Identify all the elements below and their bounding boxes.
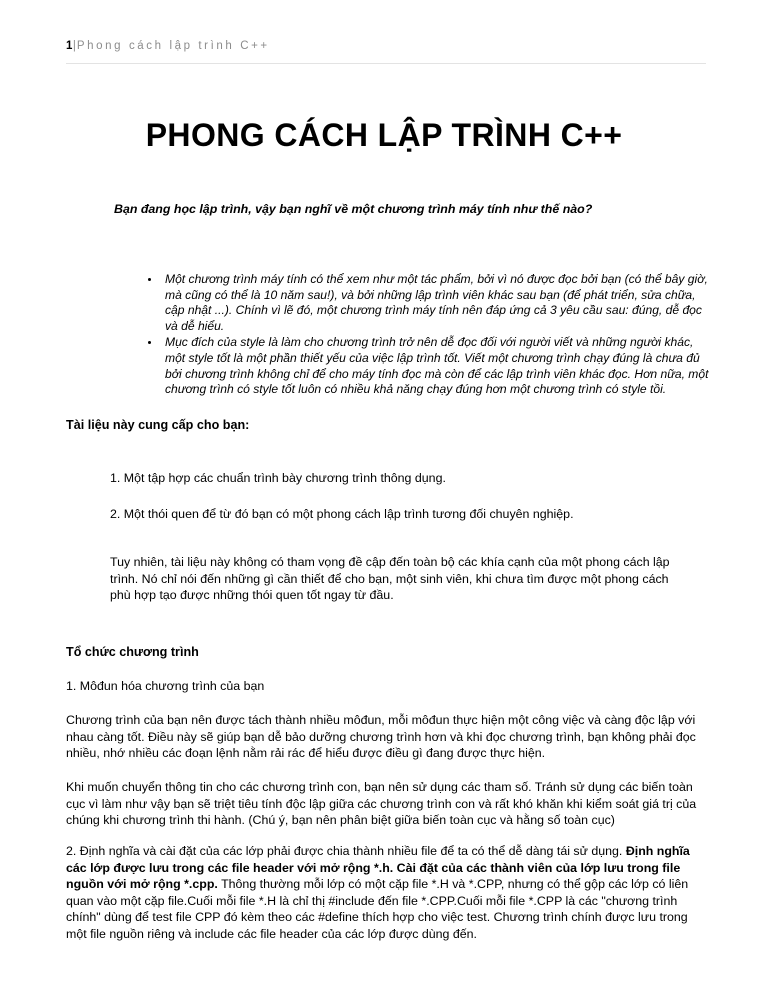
running-header bbox=[66, 40, 706, 52]
list-item bbox=[147, 335, 712, 397]
header-separator: | bbox=[72, 40, 77, 52]
tochuc-paragraph-1: Chương trình của bạn nên được tách thành nhiều môđun, mỗi môđun thực hiện một công việc và càng độc lập với nhau càng tốt. Điều này sẽ giúp bạn dễ bảo dưỡng chương trình hơn và khi đọc chương trình, bạn không phải đọc nhiều, nhớ nhiều các đoạn lệnh nằm rải rác để hiểu được điều gì đang được thực hiện. bbox=[66, 713, 696, 760]
page-number: 1 bbox=[66, 40, 73, 52]
page-title: PHONG CÁCH LẬP TRÌNH C++ bbox=[145, 117, 623, 154]
section-heading-tochuc: Tổ chức chương trình bbox=[66, 645, 199, 659]
tochuc-item-1: 1. Môđun hóa chương trình của bạn bbox=[66, 679, 265, 693]
tailieu-item-2: 2. Một thói quen để từ đó bạn có một phong cách lập trình tương đối chuyên nghiệp. bbox=[110, 507, 574, 521]
intro-question-text: Bạn đang học lập trình, vậy bạn nghĩ về một chương trình máy tính như thế nào? bbox=[114, 202, 593, 216]
list-item bbox=[147, 272, 712, 334]
intro-question bbox=[114, 202, 674, 216]
bullet-text: Mục đích của style là làm cho chương trình trở nên dễ đọc đối với người viết và những người khác, một style tốt là một phần thiết yếu của việc lập trình tốt. Viết một chương trình chạy đúng là chưa đủ bởi chương trình không chỉ để cho máy tính đọc mà còn để các lập trình viên khác đọc. Hơn nữa, một chương trình có style tốt luôn có nhiều khả năng chạy đúng hơn một chương trình có style tồi. bbox=[165, 335, 709, 397]
tailieu-paragraph: Tuy nhiên, tài liệu này không có tham vọng đề cập đến toàn bộ các khía cạnh của một phong cách lập trình. Nó chỉ nói đến những gì cần thiết để cho bạn, một sinh viên, khi chưa tìm được một phong cách phù hợp tạo được những thói quen tốt ngay từ đầu. bbox=[110, 555, 670, 602]
tochuc-item-2 bbox=[66, 843, 706, 942]
tailieu-item-1: 1. Một tập hợp các chuẩn trình bày chương trình thông dụng. bbox=[110, 471, 446, 485]
intro-bullet-list bbox=[147, 272, 712, 399]
item2-bold-text: Định nghĩa các lớp được lưu trong các file header với mở rộng *.h. Cài đặt của các thành viên của lớp lưu trong file nguồn với mở rộng *.cpp. bbox=[66, 844, 690, 891]
bullet-text: Một chương trình máy tính có thể xem như một tác phẩm, bởi vì nó được đọc bởi bạn (có thể bây giờ, mà cũng có thể là 10 năm sau!), và bởi những lập trình viên khác sau bạn (để phát triển, sửa chữa, cập nhật ...). Chính vì lẽ đó, một chương trình máy tính nên đáp ứng cả 3 yêu cầu sau: đúng, dễ đọc và dễ hiểu. bbox=[165, 272, 708, 333]
running-header-title: Phong cách lập trình C++ bbox=[76, 40, 270, 52]
tochuc-paragraph-2: Khi muốn chuyển thông tin cho các chương trình con, bạn nên sử dụng các tham số. Tránh sử dụng các biến toàn cục vì làm như vậy bạn sẽ triệt tiêu tính độc lập giữa các chương trình con và rất khó khăn khi kiểm soát giá trị của chúng khi chương trình thi hành. (Chú ý, bạn nên phân biệt giữa biến toàn cục và hằng số toàn cục) bbox=[66, 780, 697, 827]
item2-tail-text: Thông thường mỗi lớp có một cặp file *.H và *.CPP, nhưng có thể gộp các lớp có liên quan vào một cặp file.Cuối mỗi file *.H là chỉ thị #include đến file *.CPP.Cuối mỗi file *.CPP là các "chương trình chính" dùng để test file CPP đó kèm theo các #define thích hợp cho việc test. Chương trình chính được lưu trong một file nguồn riêng và include các file header của các lớp được dùng đến. bbox=[66, 877, 689, 941]
item2-lead-text: 2. Định nghĩa và cài đặt của các lớp phải được chia thành nhiều file để ta có thể dễ dàng tái sử dụng. bbox=[66, 844, 626, 858]
header-divider bbox=[66, 63, 706, 64]
section-heading-tailieu: Tài liệu này cung cấp cho bạn: bbox=[66, 418, 250, 432]
